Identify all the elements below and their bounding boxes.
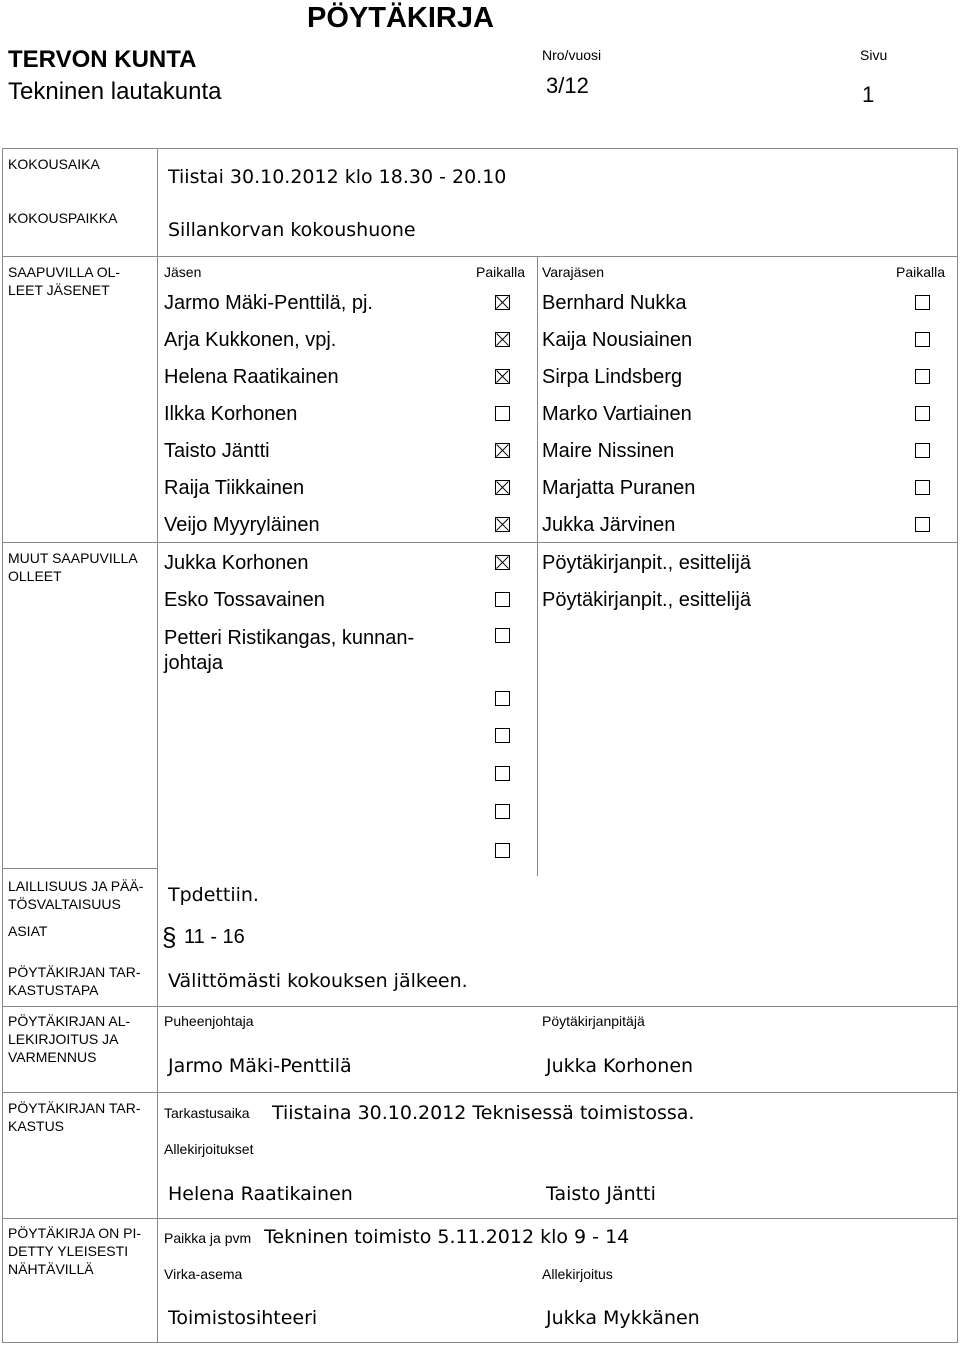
secretary-name: Jukka Korhonen [546, 1055, 694, 1077]
review-label: PÖYTÄKIRJAN TAR- KASTUS [8, 1100, 141, 1134]
deputy-name: Marjatta Puranen [542, 477, 696, 499]
review-method-label: PÖYTÄKIRJAN TAR- KASTUSTAPA [8, 964, 141, 998]
member-name: Raija Tiikkainen [164, 477, 305, 499]
signing-label: PÖYTÄKIRJAN AL- LEKIRJOITUS JA VARMENNUS [8, 1013, 131, 1065]
items-label: ASIAT [8, 923, 48, 939]
member-name: Veijo Myyryläinen [164, 514, 320, 536]
legality-value: Tpdettiin. [168, 884, 259, 906]
member-present-checkbox[interactable] [495, 295, 510, 310]
municipality-name: TERVON KUNTA [8, 46, 197, 73]
col-member-header: Jäsen [164, 264, 202, 280]
grid-line [537, 256, 538, 876]
member-present-checkbox[interactable] [495, 369, 510, 384]
deputy-present-checkbox[interactable] [915, 369, 930, 384]
page-number: 1 [862, 82, 875, 107]
grid-line [157, 148, 158, 1343]
grid-line [2, 1006, 958, 1007]
extra-checkbox-0[interactable] [495, 691, 510, 706]
page-label: Sivu [860, 47, 888, 63]
extra-checkbox-1[interactable] [495, 728, 510, 743]
board-name: Tekninen lautakunta [8, 78, 222, 105]
member-present-checkbox[interactable] [495, 406, 510, 421]
deputy-name: Kaija Nousiainen [542, 329, 693, 351]
member-present-checkbox[interactable] [495, 332, 510, 347]
chair-label: Puheenjohtaja [164, 1013, 254, 1029]
attendees-section-label: SAAPUVILLA OL- LEET JÄSENET [8, 264, 121, 298]
meeting-time-label: KOKOUSAIKA [8, 156, 100, 172]
deputy-present-checkbox[interactable] [915, 517, 930, 532]
deputy-present-checkbox[interactable] [915, 332, 930, 347]
member-name: Helena Raatikainen [164, 366, 339, 388]
deputy-present-checkbox[interactable] [915, 406, 930, 421]
other-present-checkbox-0[interactable] [495, 555, 510, 570]
member-present-checkbox[interactable] [495, 480, 510, 495]
other-role-1: Pöytäkirjanpit., esittelijä [542, 589, 751, 611]
member-present-checkbox[interactable] [495, 517, 510, 532]
other-present-checkbox-2[interactable] [495, 628, 510, 643]
grid-line [2, 256, 958, 257]
meeting-place-label: KOKOUSPAIKKA [8, 210, 118, 226]
chair-name: Jarmo Mäki-Penttilä [168, 1055, 352, 1077]
place-date-value: Tekninen toimisto 5.11.2012 klo 9 - 14 [264, 1226, 630, 1248]
col-present-header: Paikalla [476, 264, 526, 280]
extra-checkbox-2[interactable] [495, 766, 510, 781]
col-present2-header: Paikalla [896, 264, 946, 280]
other-present-checkbox-1[interactable] [495, 592, 510, 607]
review-time-label: Tarkastusaika [164, 1105, 250, 1121]
member-present-checkbox[interactable] [495, 443, 510, 458]
deputy-name: Jukka Järvinen [542, 514, 676, 536]
other-name-2: Petteri Ristikangas, kunnan- johtaja [164, 627, 415, 674]
meeting-place-value: Sillankorvan kokoushuone [168, 219, 416, 241]
col-deputy-header: Varajäsen [542, 264, 605, 280]
extra-checkbox-3[interactable] [495, 804, 510, 819]
meeting-time-value: Tiistai 30.10.2012 klo 18.30 - 20.10 [168, 166, 507, 188]
other-name-1: Esko Tossavainen [164, 589, 325, 611]
deputy-name: Marko Vartiainen [542, 403, 692, 425]
review-method-value: Välittömästi kokouksen jälkeen. [168, 970, 468, 992]
grid-line [2, 1342, 958, 1343]
signer-2: Taisto Jäntti [546, 1183, 656, 1205]
items-value: 11 - 16 [184, 926, 245, 948]
other-role-0: Pöytäkirjanpit., esittelijä [542, 552, 751, 574]
section-symbol: § [162, 922, 177, 952]
deputy-name: Sirpa Lindsberg [542, 366, 683, 388]
grid-line [2, 148, 3, 1343]
review-time-value: Tiistaina 30.10.2012 Teknisessä toimistossa. [272, 1102, 695, 1124]
grid-line [2, 542, 958, 543]
signature-label: Allekirjoitus [542, 1266, 613, 1282]
place-date-label: Paikka ja pvm [164, 1230, 252, 1246]
legality-label: LAILLISUUS JA PÄÄ- TÖSVALTAISUUS [8, 878, 144, 912]
deputy-present-checkbox[interactable] [915, 295, 930, 310]
document-title: PÖYTÄKIRJA [307, 2, 494, 34]
secretary-label: Pöytäkirjanpitäjä [542, 1013, 645, 1029]
grid-line [2, 868, 158, 869]
public-display-label: PÖYTÄKIRJA ON PI- DETTY YLEISESTI NÄHTÄVILLÄ [8, 1225, 142, 1277]
signer-1: Helena Raatikainen [168, 1183, 353, 1205]
other-attendees-label: MUUT SAAPUVILLA OLLEET [8, 550, 138, 584]
number-label: Nro/vuosi [542, 47, 602, 63]
grid-line [2, 148, 958, 149]
signature-value: Jukka Mykkänen [546, 1307, 700, 1329]
member-name: Arja Kukkonen, vpj. [164, 329, 337, 351]
grid-line [957, 148, 958, 1343]
deputy-present-checkbox[interactable] [915, 443, 930, 458]
member-name: Jarmo Mäki-Penttilä, pj. [164, 292, 373, 314]
deputy-name: Maire Nissinen [542, 440, 675, 462]
deputy-name: Bernhard Nukka [542, 292, 687, 314]
extra-checkbox-4[interactable] [495, 843, 510, 858]
grid-line [2, 1092, 958, 1093]
member-name: Ilkka Korhonen [164, 403, 298, 425]
signatures-label: Allekirjoitukset [164, 1141, 254, 1157]
number-value: 3/12 [546, 73, 589, 98]
grid-line [2, 1218, 958, 1219]
position-label: Virka-asema [164, 1266, 243, 1282]
deputy-present-checkbox[interactable] [915, 480, 930, 495]
other-name-0: Jukka Korhonen [164, 552, 309, 574]
position-value: Toimistosihteeri [168, 1307, 318, 1329]
member-name: Taisto Jäntti [164, 440, 270, 462]
